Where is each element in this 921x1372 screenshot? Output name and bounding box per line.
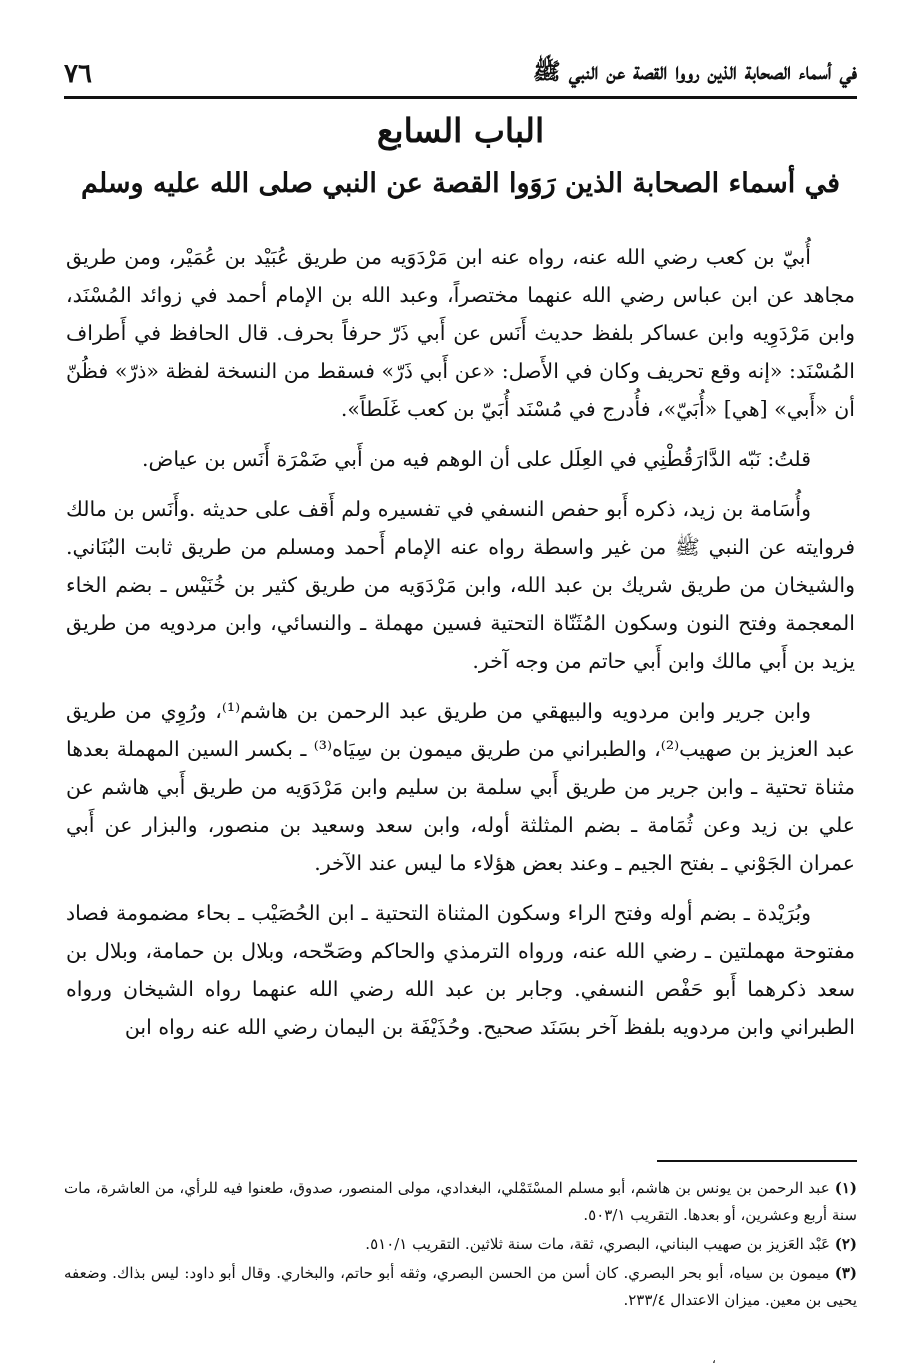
page-number: ٧٦ bbox=[64, 59, 92, 89]
footnote-text: ميمون بن سياه، أبو بحر البصري. كان أسن من الحسن البصري، وثقه أبو حاتم، والبخاري. وقال أبو داود: ليس بذاك. وضعفه يحيى بن معين. ميزان الاعتدال ٢٣٣/٤. bbox=[64, 1264, 857, 1309]
paragraph-note: قلتُ: نَبّه الدَّارَقُطْنِي في العِلَل على أن الوهم فيه من أَبي ضَمْرَة أَنَس بن عياض. bbox=[142, 447, 811, 471]
footnote-number: (٢) bbox=[834, 1235, 857, 1253]
footnote-number: (٣) bbox=[834, 1264, 857, 1282]
footnote-text: عبد الرحمن بن يونس بن هاشم، أبو مسلم المسْتَمْلي، البغدادي، مولى المنصور، صدوق، طعنوا فيه للرأي، من العاشرة، مات سنة أربع وعشرين، أو بعدها. التقريب ٥٠٣/١. bbox=[64, 1179, 857, 1224]
footnotes bbox=[64, 1175, 857, 1316]
footnote-divider bbox=[657, 1160, 857, 1162]
body-text bbox=[66, 238, 855, 1058]
footnote-number: (١) bbox=[834, 1179, 857, 1197]
footnote-1 bbox=[64, 1175, 857, 1229]
running-header-title: في أسماء الصحابة الذين رووا القصة عن النبي ﷺ bbox=[532, 58, 857, 85]
chapter-subtitle: في أسماء الصحابة الذين رَوَوا القصة عن النبي صلى الله عليه وسلم bbox=[80, 168, 841, 199]
chapter-title: الباب السابع bbox=[376, 111, 545, 150]
footnote-text: عَبْد العَزيز بن صهيب البناني، البصري، ثقة، مات سنة ثلاثين. التقريب ٥١٠/١. bbox=[365, 1235, 830, 1253]
paragraph-ibn-jarir: وابن جرير وابن مردويه والبيهقي من طريق عبد الرحمن بن هاشم⁽¹⁾، ورُوِي من طريق عبد العزيز بن صهيب⁽²⁾، والطبراني من طريق ميمون بن سِيَاه⁽³⁾ ـ بكسر السين المهملة بعدها مثناة تحتية ـ وابن جرير من طريق أَبي سلمة بن سليم وابن مَرْدَوَيه من طريق أَبي هاشم عن علي بن زيد وعن ثُمَامة ـ بضم المثلثة أوله، وابن سعد وسعيد بن منصور، والبزار عن أَبي عمران الجَوْني ـ بفتح الجيم ـ وعند بعض هؤلاء ما ليس عند الآخر. bbox=[66, 699, 856, 875]
footnote-2 bbox=[64, 1231, 857, 1258]
paragraph-burayda: وبُرَيْدة ـ بضم أوله وفتح الراء وسكون المثناة التحتية ـ ابن الحُصَيْب ـ بحاء مضمومة فصاد مفتوحة مهملتين ـ رضي الله عنه، ورواه الترمذي والحاكم وصَحّحه، وبلال بن حمامة، وبلال بن سعد ذكرهما أَبو حَفْص النسفي. وجابر بن عبد الله رضي الله عنهما رواه الشيخان ورواه الطبراني وابن مردويه بلفظ آخر بسَنَد صحيح. وحُذَيْفَة بن اليمان رضي الله عنه رواه ابن bbox=[66, 901, 855, 1039]
footnote-3 bbox=[64, 1260, 857, 1314]
paragraph-usama-anas: وأُسَامة بن زيد، ذكره أَبو حفص النسفي في تفسيره ولم أَقف على حديثه .وأَنَس بن مالك فروايته عن النبي ﷺ من غير واسطة رواه عنه الإمام أَحمد ومسلم من طريق ثابت البُنَاني. والشيخان من طريق شريك بن عبد الله، وابن مَرْدَوَيه من طريق كثير بن خُنَيْس ـ بضم الخاء المعجمة وفتح النون وسكون المُثَنّاة التحتية فسين مهملة ـ والنسائي، وابن مردويه من طريق يزيد بن أَبي مالك وابن أَبي حاتم من وجه آخر. bbox=[66, 497, 855, 673]
running-header bbox=[64, 52, 857, 99]
bottom-mark: ، bbox=[712, 1352, 716, 1366]
paragraph-ubayy: أُبيّ بن كعب رضي الله عنه، رواه عنه ابن مَرْدَوَيه من طريق عُبَيْد بن عُمَيْر، ومن طريق مجاهد عن ابن عباس رضي الله عنهما مختصراً، وعبد الله بن الإمام أحمد في زوائد المُسْنَد، وابن مَرْدَوِيه وابن عساكر بلفظ حديث أَنَس عن أَبي ذَرّ حرفاً بحرف. قال الحافظ في أَطراف المُسْنَد: «إنه وقع تحريف وكان في الأَصل: «عن أَبي ذَرّ» فسقط من النسخة لفظة «ذرّ» فظُنّ أن «أَبي» [هي] «أُبَيّ»، فأُدرج في مُسْنَد أُبَيّ بن كعب غَلَطاً». bbox=[66, 245, 855, 421]
